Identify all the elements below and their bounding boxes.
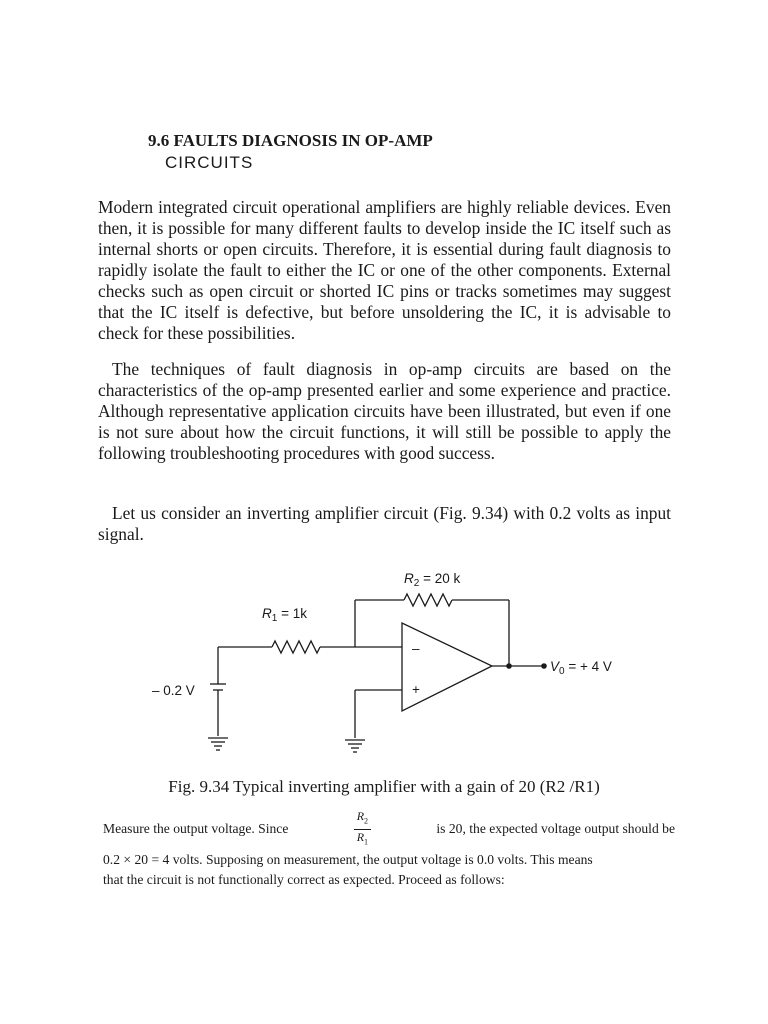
output-terminal-dot (541, 663, 547, 669)
gain-fraction (354, 809, 371, 849)
inverting-amplifier-diagram (140, 560, 640, 760)
paragraph-example: Let us consider an inverting amplifier circuit (Fig. 9.34) with 0.2 volts as input signal. (98, 503, 671, 544)
measurement-line2: 0.2 × 20 = 4 volts. Supposing on measurement, the output voltage is 0.0 volts. This means (103, 852, 593, 867)
ground-symbol-opamp (345, 740, 365, 752)
noninverting-input-sign: + (412, 682, 420, 697)
paragraph-techniques: The techniques of fault diagnosis in op-amp circuits are based on the characteristics of the op-amp presented earlier and some experience and practice. Although representative application circuits have been illustrated, but even if one is not sure about how the circuit functions, it will still be possible to apply the following troubleshooting procedures with good success. (98, 359, 671, 463)
resistor-r2 (404, 594, 452, 606)
section-title-line2: CIRCUITS (165, 153, 254, 172)
input-voltage-label: – 0.2 V (152, 683, 195, 698)
measurement-line1-end: is 20, the expected voltage output should be (436, 821, 675, 836)
output-junction-dot (506, 663, 512, 669)
section-title-line1: 9.6 FAULTS DIAGNOSIS IN OP-AMP (148, 131, 433, 150)
inverting-input-sign: – (412, 641, 420, 656)
measurement-paragraph (103, 809, 675, 890)
output-voltage-label: $V_0$ = + 4 V (550, 659, 612, 677)
fraction-numerator: $R_2$ (354, 809, 371, 829)
r1-label: $R_1 = 1k$ (262, 606, 307, 624)
op-amp-triangle (402, 623, 492, 711)
measurement-line1-start: Measure the output voltage. Since (103, 821, 289, 836)
section-heading (148, 130, 433, 174)
ground-symbol-input (208, 738, 228, 750)
paragraph-reliability: Modern integrated circuit operational amplifiers are highly reliable devices. Even then, it is possible for many different faults to develop inside the IC itself such as internal shorts or open circuits. Therefore, it is essential during fault diagnosis to rapidly isolate the fault to either the IC or one of the other components. External checks such as open circuit or shorted IC pins or tracks sometimes may suggest that the IC itself is defective, but before unsoldering the IC, it is advisable to check for these possibilities. (98, 197, 671, 343)
r2-label: $R_2 = 20$ k (404, 571, 461, 589)
resistor-r1 (272, 641, 320, 653)
measurement-line3: that the circuit is not functionally correct as expected. Proceed as follows: (103, 872, 505, 887)
figure-caption: Fig. 9.34 Typical inverting amplifier with a gain of 20 (R2 /R1) (168, 777, 600, 796)
fraction-denominator: $R_1$ (356, 829, 369, 846)
